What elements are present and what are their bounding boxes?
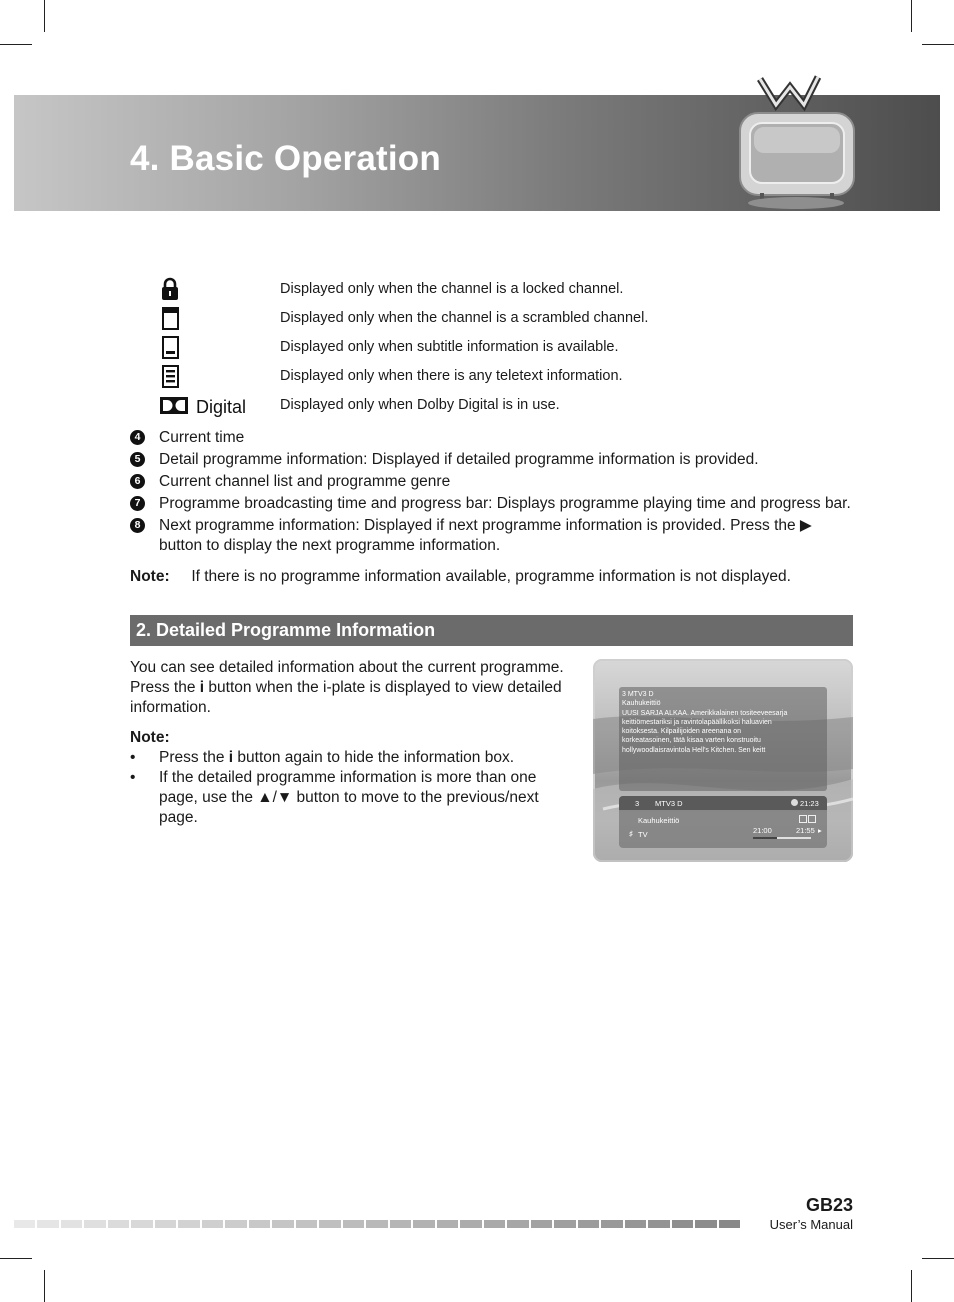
footer-bar-segment	[108, 1220, 129, 1228]
footer-bar-segment	[507, 1220, 528, 1228]
info-line: keittiömestariksi ja ravintolapäällikoksi haluavien	[622, 718, 772, 726]
legend-description: Displayed only when the channel is a locked channel.	[280, 281, 624, 297]
footer-bar-segment	[366, 1220, 387, 1228]
list-item	[130, 428, 870, 448]
bullet-icon: •	[130, 769, 136, 786]
teletext-icon	[808, 815, 816, 823]
list-item-text: Detail programme information: Displayed if detailed programme information is provided.	[159, 451, 759, 468]
list-item	[130, 450, 870, 470]
list-item-text: Current time	[159, 429, 245, 446]
start-time: 21:00	[753, 826, 772, 835]
bullet-bold: i	[228, 749, 234, 766]
legend-row-scrambled	[158, 305, 858, 331]
body-text: button when the i-plate is displayed to view detailed information.	[130, 679, 562, 716]
crop-mark	[44, 1270, 45, 1302]
lock-icon	[158, 276, 258, 302]
detail-info-box	[619, 687, 827, 791]
number-badge: 6	[130, 474, 145, 489]
crop-mark	[922, 44, 954, 45]
i-plate	[619, 796, 827, 848]
footer-bar-segment	[695, 1220, 716, 1228]
teletext-icon	[158, 363, 258, 389]
genre-label: TV	[638, 830, 648, 839]
footer-bar-segment	[131, 1220, 152, 1228]
footer-gradient-bar	[14, 1220, 742, 1228]
footer-bar-segment	[14, 1220, 35, 1228]
footer-bar-segment	[225, 1220, 246, 1228]
info-line: korkeatasoinen, tätä kisaa varten konstruoitu	[622, 737, 761, 745]
footer-bar-segment	[272, 1220, 293, 1228]
info-line: 3 MTV3 D	[622, 691, 654, 698]
footer-bar-segment	[202, 1220, 223, 1228]
bullet-text: Press the	[159, 749, 229, 766]
footer-bar-segment	[437, 1220, 458, 1228]
footer-bar-segment	[296, 1220, 317, 1228]
list-item	[130, 494, 870, 514]
footer-bar-segment	[460, 1220, 481, 1228]
progress-track	[753, 837, 811, 839]
legend-description: Displayed only when Dolby Digital is in use.	[280, 397, 560, 413]
dolby-digital-icon	[158, 392, 258, 418]
footer-bar-segment	[155, 1220, 176, 1228]
chapter-header	[14, 95, 940, 211]
section-body	[130, 658, 570, 718]
info-line: Kauhukeittiö	[622, 700, 661, 708]
list-item-text: Programme broadcasting time and progress bar: Displays programme playing time and progress bar.	[159, 495, 851, 512]
body-bold: i	[199, 679, 205, 696]
note-label: Note:	[130, 568, 170, 585]
bullet-icon: •	[130, 749, 136, 766]
channel-name: MTV3 D	[655, 799, 683, 808]
legend-row-subtitle	[158, 334, 858, 360]
programme-name: Kauhukeittiö	[638, 816, 680, 825]
footer-bar-segment	[61, 1220, 82, 1228]
list-item	[130, 516, 870, 556]
legend-row-dolby	[158, 392, 858, 418]
dolby-label: Digital	[196, 397, 247, 417]
page-number: GB23	[805, 1195, 853, 1215]
note-text: If there is no programme information available, programme information is not displayed.	[191, 568, 791, 585]
progress-fill	[753, 837, 777, 839]
note	[130, 568, 791, 586]
crop-mark	[0, 44, 32, 45]
crop-mark	[911, 1270, 912, 1302]
bullet-text: button again to hide the information box.	[233, 749, 515, 766]
tv-screenshot	[593, 659, 853, 862]
tv-mascot-icon	[726, 73, 866, 213]
footer-bar-segment	[319, 1220, 340, 1228]
current-time: 21:23	[800, 799, 819, 808]
number-badge: 7	[130, 496, 145, 511]
footer-bar-segment	[390, 1220, 411, 1228]
footer-bar-segment	[672, 1220, 693, 1228]
manual-title: User’s Manual	[769, 1217, 853, 1232]
footer-bar-segment	[84, 1220, 105, 1228]
footer-bar-segment	[578, 1220, 599, 1228]
section-heading	[130, 615, 853, 646]
footer-bar-segment	[648, 1220, 669, 1228]
footer-bar-segment	[719, 1220, 740, 1228]
page-title: 4. Basic Operation	[130, 139, 441, 178]
next-arrow-icon: ▸	[818, 826, 822, 835]
bullet-text: If the detailed programme information is more than one page, use the ▲/▼ button to move to the previous/next page.	[159, 769, 539, 826]
legend-description: Displayed only when the channel is a scrambled channel.	[280, 310, 649, 326]
footer-bar-segment	[601, 1220, 622, 1228]
footer-bar-segment	[531, 1220, 552, 1228]
genre-icon: ♯	[629, 829, 633, 838]
scrambled-icon	[158, 305, 258, 331]
legend-description: Displayed only when there is any teletext information.	[280, 368, 623, 384]
clock-icon	[791, 799, 798, 806]
subtitle-icon	[158, 334, 258, 360]
note-label: Note:	[130, 729, 170, 746]
info-line: UUSI SARJA ALKAA. Amerikkalainen tositeeveesarja	[622, 709, 788, 717]
number-badge: 8	[130, 518, 145, 533]
channel-number: 3	[635, 799, 640, 808]
crop-mark	[922, 1258, 954, 1259]
legend-row-teletext	[158, 363, 858, 389]
list-item-text: Next programme information: Displayed if next programme information is provided. Press the ▶ button to display the next programme information.	[159, 517, 812, 554]
crop-mark	[0, 1258, 32, 1259]
legend-description: Displayed only when subtitle information is available.	[280, 339, 619, 355]
list-item	[130, 472, 870, 492]
number-badge: 4	[130, 430, 145, 445]
crop-mark	[44, 0, 45, 32]
footer-bar-segment	[625, 1220, 646, 1228]
footer-bar-segment	[554, 1220, 575, 1228]
bullet-item	[130, 748, 550, 768]
numbered-list	[130, 428, 870, 558]
section-title: 2. Detailed Programme Information	[136, 620, 436, 640]
footer-bar-segment	[343, 1220, 364, 1228]
footer-bar-segment	[178, 1220, 199, 1228]
footer-bar-segment	[413, 1220, 434, 1228]
footer-bar-segment	[37, 1220, 58, 1228]
note-bullets	[130, 748, 550, 828]
subtitle-icon	[799, 815, 807, 823]
bullet-item	[130, 768, 550, 828]
info-line: koitoksesta. Kilpailijoiden areenana on	[622, 728, 742, 736]
crop-mark	[911, 0, 912, 32]
footer-bar-segment	[484, 1220, 505, 1228]
list-item-text: Current channel list and programme genre	[159, 473, 451, 490]
footer-bar-segment	[249, 1220, 270, 1228]
end-time: 21:55	[796, 826, 815, 835]
body-text: You can see detailed information about the current programme. Press the	[130, 659, 564, 696]
legend-row-lock	[158, 276, 858, 302]
info-line: hollywoodlaisravintola Hell's Kitchen. Sen keitt	[622, 746, 766, 754]
number-badge: 5	[130, 452, 145, 467]
